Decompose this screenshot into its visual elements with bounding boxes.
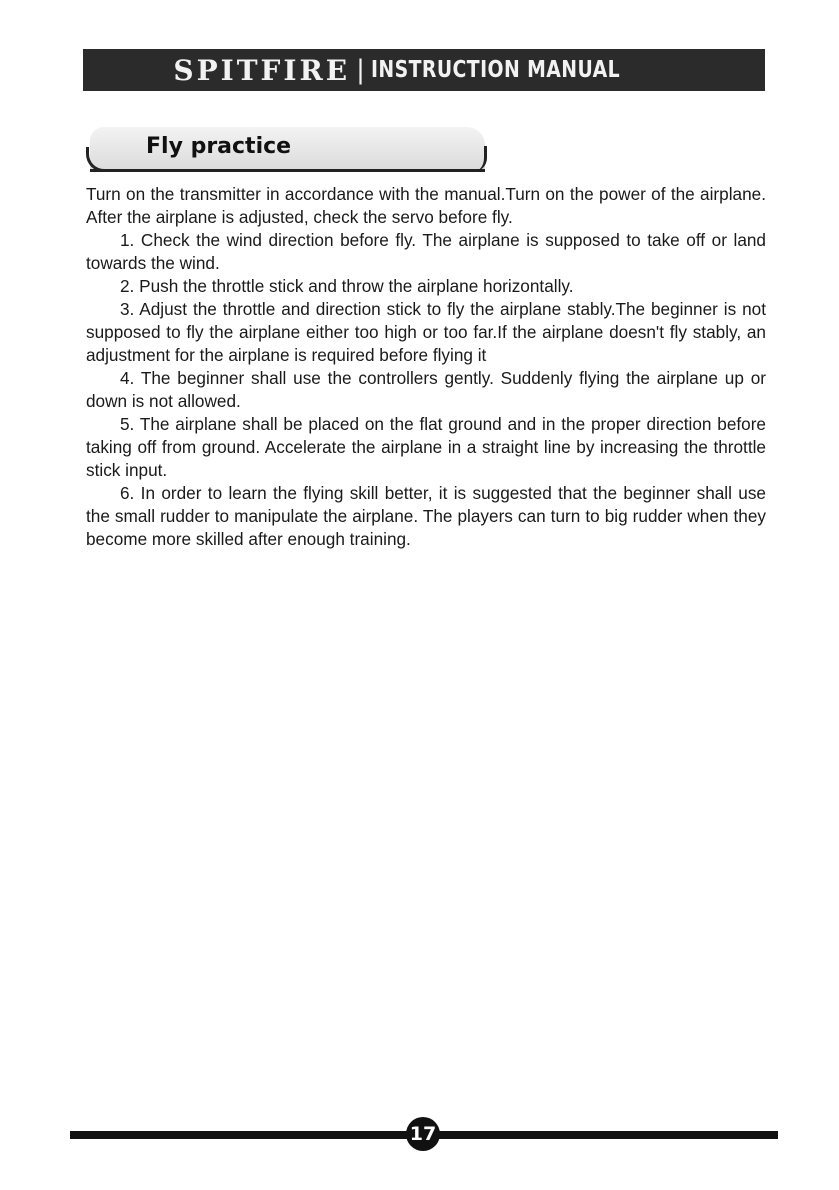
instruction-item-6: 6. In order to learn the flying skill better, it is suggested that the beginner shall use the small rudder to manipulate the airplane. The players can turn to big rudder when they become more skilled after enough training.: [86, 483, 766, 549]
section-title: Fly practice: [146, 134, 292, 159]
instruction-item-5: 5. The airplane shall be placed on the flat ground and in the proper direction before taking off from ground. Accelerate the airplane in a straight line by increasing the throttle stick input.: [86, 414, 766, 480]
manual-subtitle: INSTRUCTION MANUAL: [370, 57, 620, 83]
page-number-badge: 17: [406, 1117, 440, 1151]
instruction-item-3: 3. Adjust the throttle and direction stick to fly the airplane stably.The beginner is not supposed to fly the airplane either too high or too far.If the airplane doesn't fly stably, an adjustment for the airplane is required before flying it: [86, 299, 766, 365]
footer-rule-left: [70, 1131, 412, 1139]
instruction-item-4: 4. The beginner shall use the controllers gently. Suddenly flying the airplane up or down is not allowed.: [86, 368, 766, 411]
header-banner: [83, 49, 765, 91]
footer-rule-right: [438, 1131, 778, 1139]
brand-title: SPITFIRE: [173, 53, 351, 87]
section-heading-tab: [90, 127, 485, 172]
intro-paragraph: Turn on the transmitter in accordance with the manual.Turn on the power of the airplane. After the airplane is adjusted, check the servo before fly.: [86, 184, 766, 227]
instructions-body: [86, 183, 766, 551]
header-separator: |: [356, 55, 365, 85]
instruction-item-2: 2. Push the throttle stick and throw the airplane horizontally.: [120, 276, 574, 296]
instruction-item-1: 1. Check the wind direction before fly. The airplane is supposed to take off or land towards the wind.: [86, 230, 766, 273]
